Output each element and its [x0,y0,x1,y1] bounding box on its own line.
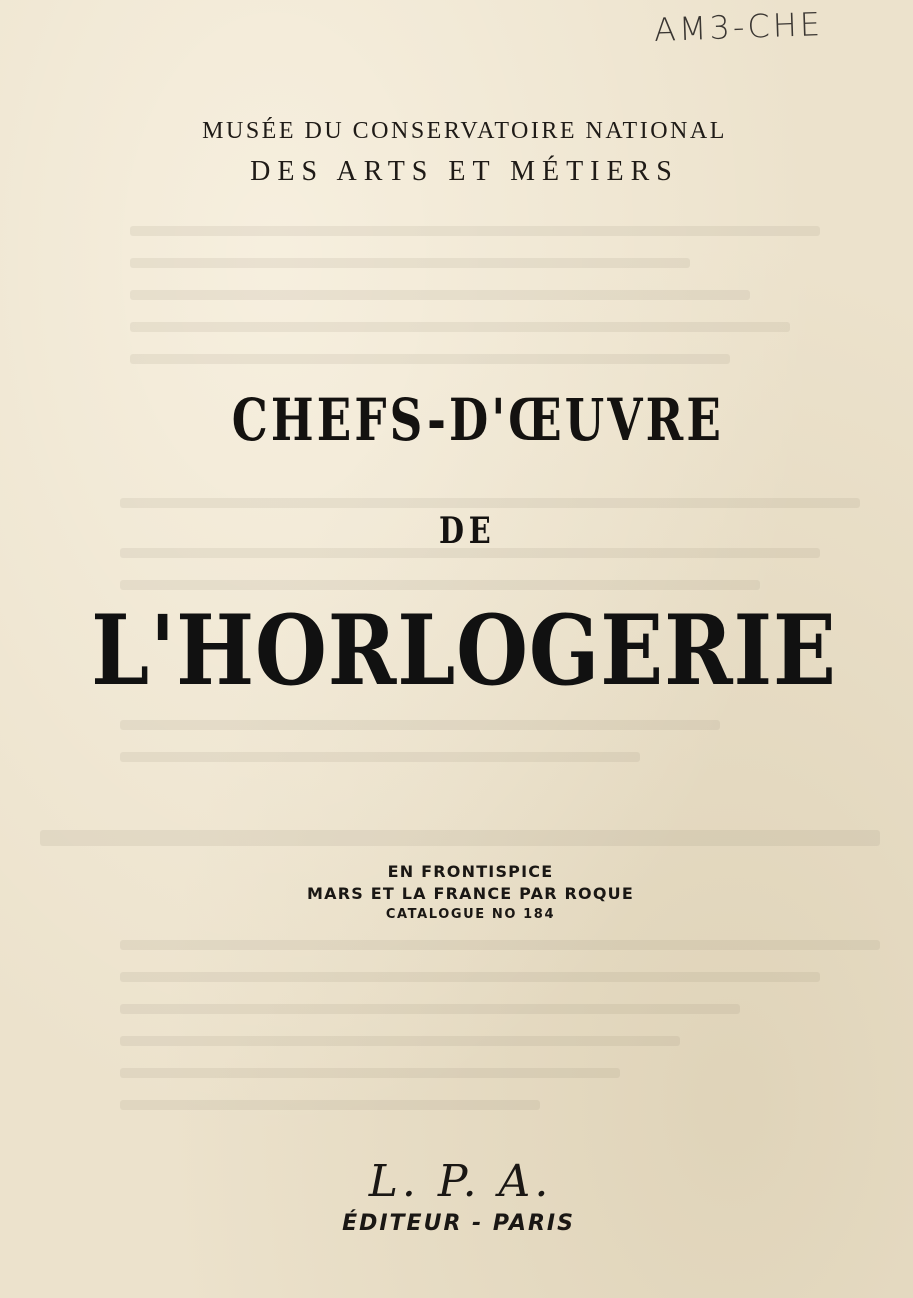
handwritten-shelfmark: AM3-CHE [653,5,824,49]
bleed-through-line [130,258,690,268]
bleed-through-line [130,290,750,300]
bleed-through-line [130,354,730,364]
bleed-through-line [120,972,820,982]
title-line-1: CHEFS-D'ŒUVRE [231,386,724,454]
bleed-through-line [130,322,790,332]
museum-name-line-1: MUSÉE DU CONSERVATOIRE NATIONAL [202,118,727,144]
publisher-place: ÉDITEUR - PARIS [342,1211,575,1236]
bleed-through-line [120,498,860,508]
title-line-2: DE [439,510,496,552]
publisher-name: L. P. A. [368,1156,553,1207]
bleed-through-line [130,226,820,236]
bleed-through-line [120,1004,740,1014]
catalogue-number: CATALOGUE NO 184 [385,907,556,922]
bleed-through-line [120,752,640,762]
frontispiece-line-1: EN FRONTISPICE [387,862,554,881]
bleed-through-line [120,1100,540,1110]
bleed-through-line [120,1036,680,1046]
title-line-3: L'HORLOGERIE [91,594,837,707]
frontispiece-line-2: MARS ET LA FRANCE PAR ROQUE [307,884,634,903]
bleed-through-line [120,940,880,950]
museum-name-line-2: DES ARTS ET MÉTIERS [250,156,679,187]
bleed-through-line [120,720,720,730]
bleed-through-line [120,1068,620,1078]
bleed-through-line [40,830,880,846]
bleed-through-line [120,580,760,590]
